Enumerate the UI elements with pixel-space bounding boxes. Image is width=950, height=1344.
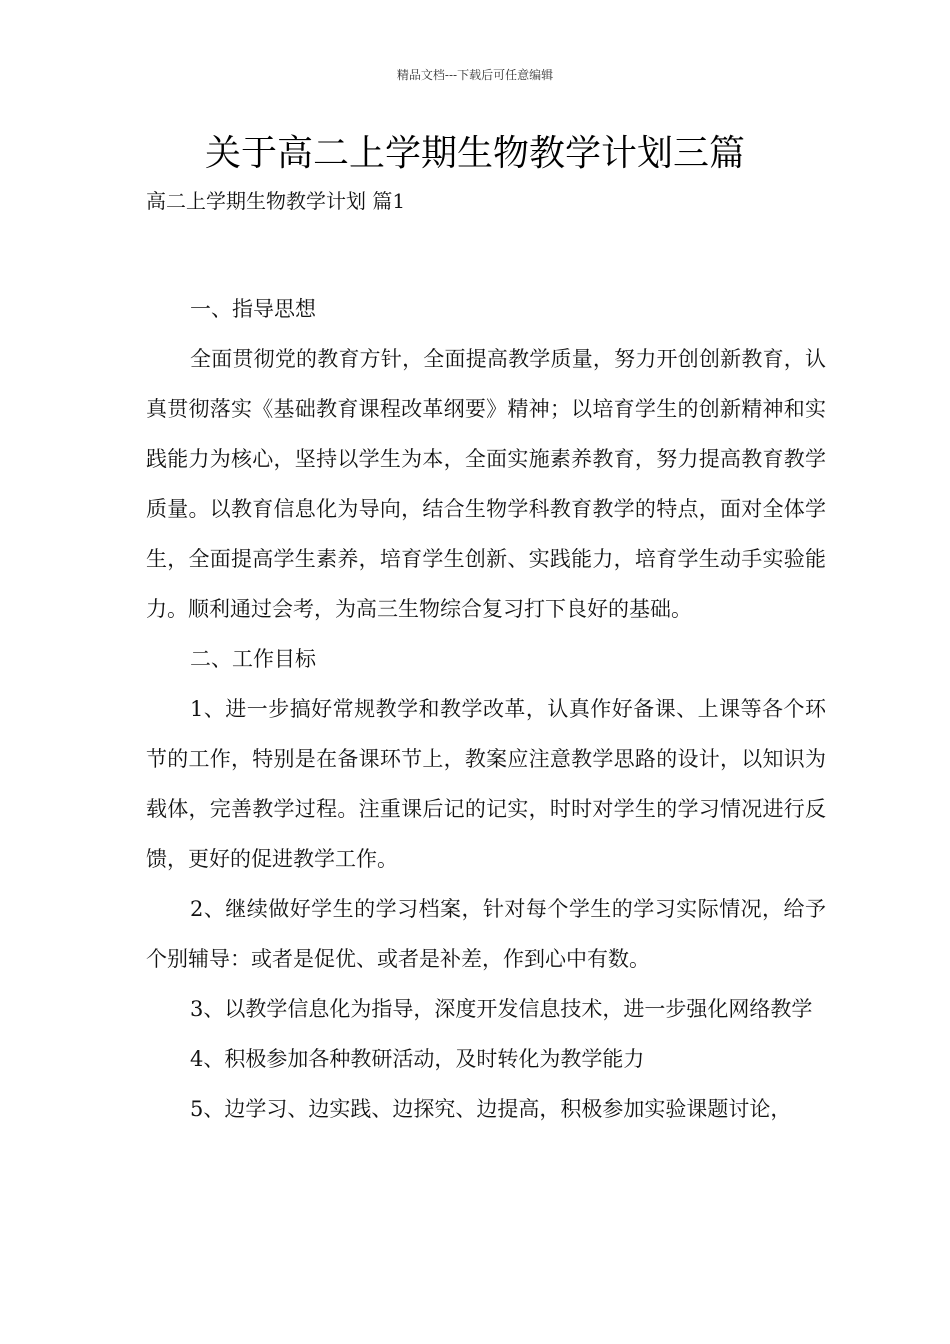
- page-header: 精品文档---下载后可任意编辑: [396, 68, 554, 82]
- list-item-goal-2: 2、继续做好学生的学习档案，针对每个学生的学习实际情况，给予个别辅导：或者是促优、或者是补差，作到心中有数。: [146, 897, 826, 971]
- document-subtitle: 高二上学期生物教学计划 篇1: [146, 189, 406, 213]
- section-heading-work-goals: 二、工作目标: [190, 647, 316, 671]
- document-body: [146, 284, 826, 1134]
- list-item-goal-5: 5、边学习、边实践、边探究、边提高，积极参加实验课题讨论，: [190, 1097, 792, 1121]
- list-item-goal-1: 1、进一步搞好常规教学和教学改革，认真作好备课、上课等各个环节的工作，特别是在备课环节上，教案应注意教学思路的设计，以知识为载体，完善教学过程。注重课后记的记实，时时对学生的学习情况进行反馈，更好的促进教学工作。: [146, 697, 826, 871]
- paragraph-guiding-ideology: 全面贯彻党的教育方针，全面提高教学质量，努力开创创新教育，认真贯彻落实《基础教育课程改革纲要》精神；以培育学生的创新精神和实践能力为核心，坚持以学生为本，全面实施素养教育，努力提高教育教学质量。以教育信息化为导向，结合生物学科教育教学的特点，面对全体学生，全面提高学生素养，培育学生创新、实践能力，培育学生动手实验能力。顺利通过会考，为高三生物综合复习打下良好的基础。: [146, 347, 826, 621]
- document-title: 关于高二上学期生物教学计划三篇: [204, 133, 745, 174]
- list-item-goal-3: 3、以教学信息化为指导，深度开发信息技术，进一步强化网络教学: [190, 997, 813, 1021]
- section-heading-guiding-ideology: 一、指导思想: [190, 297, 316, 321]
- list-item-goal-4: 4、积极参加各种教研活动，及时转化为教学能力: [190, 1047, 645, 1071]
